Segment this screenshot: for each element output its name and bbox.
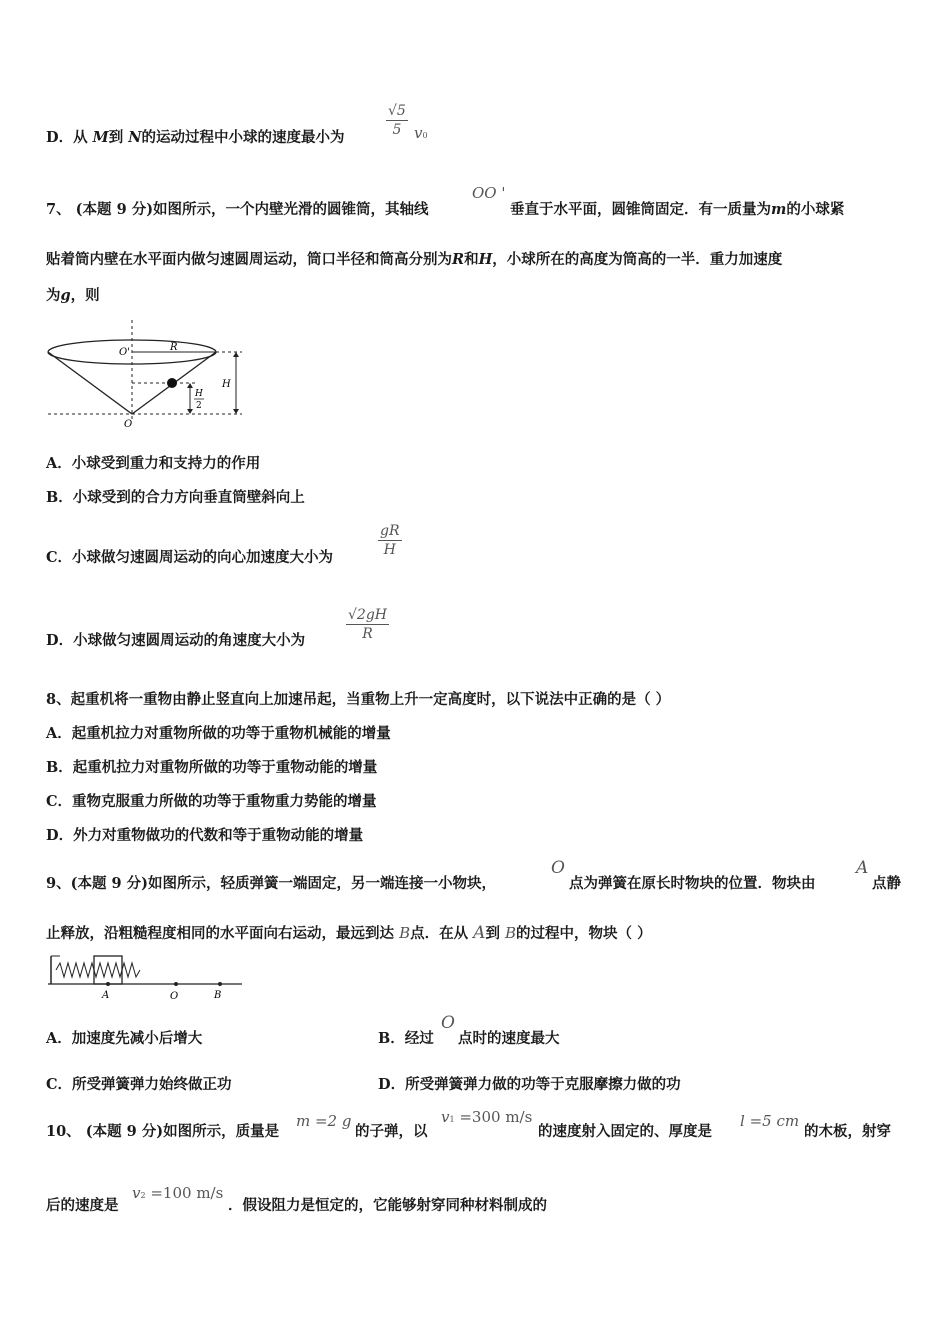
q10-line2a: 后的速度是	[46, 1197, 119, 1214]
label-h: H	[222, 379, 231, 390]
label-o: O	[124, 419, 133, 430]
q10-v1: v1 =300 m/s	[441, 1108, 533, 1126]
q9-option-a: A．加速度先减小后增大	[46, 1030, 203, 1047]
q10-mass: m =2 g	[296, 1112, 352, 1130]
arrow-head-down-2	[233, 409, 239, 414]
label-o9: O	[170, 991, 179, 1002]
q7-line1: 7、 (本题 9 分)如图所示，一个内壁光滑的圆锥筒，其轴线	[46, 201, 429, 218]
arrow-head-down	[187, 409, 193, 414]
q6-option-d: D．从 M到 N的运动过程中小球的速度最小为	[46, 129, 345, 146]
ball	[167, 378, 177, 388]
q8-option-d: D．外力对重物做功的代数和等于重物动能的增量	[46, 827, 364, 844]
q9-option-c: C．所受弹簧弹力始终做正功	[46, 1076, 232, 1093]
q10-line1b: 的子弹，以	[355, 1123, 428, 1140]
q10-line1c: 的速度射入固定的、厚度是	[538, 1123, 712, 1140]
q9-a: A	[856, 858, 869, 878]
q9-line1c: 点静	[872, 875, 901, 892]
q10-v2: v2 =100 m/s	[132, 1184, 224, 1202]
q7-line3: 为g，则	[46, 287, 100, 304]
point-a	[106, 982, 110, 986]
cone-figure	[46, 318, 252, 430]
q10-l: l =5 cm	[740, 1112, 800, 1130]
q6d-fraction: $\frac{√5}{5}$	[388, 103, 406, 138]
q10-line2b: ．假设阻力是恒定的，它能够射穿同种材料制成的	[228, 1197, 547, 1214]
q8-option-b: B．起重机拉力对重物所做的功等于重物动能的增量	[46, 759, 378, 776]
spring-figure	[46, 950, 246, 1004]
q7-line1b: 垂直于水平面，圆锥筒固定．有一质量为m的小球紧	[510, 201, 845, 218]
q7-option-d: D．小球做匀速圆周运动的角速度大小为	[46, 632, 306, 649]
point-o	[174, 982, 178, 986]
var-n: N	[128, 129, 142, 146]
q9-line1b: 点为弹簧在原长时物块的位置．物块由	[569, 875, 816, 892]
label-o-prime: O'	[119, 347, 130, 358]
q9-line2: 止释放，沿粗糙程度相同的水平面向右运动，最远到达 B点．在从 A到 B的过程中，物块（ ）	[46, 923, 652, 943]
q9b-o: O	[441, 1013, 455, 1033]
q9-o: O	[551, 858, 565, 878]
q7-option-c: C．小球做匀速圆周运动的向心加速度大小为	[46, 549, 334, 566]
q8-stem: 8、起重机将一重物由静止竖直向上加速吊起，当重物上升一定高度时，以下说法中正确的是（ ）	[46, 691, 671, 708]
q7c-fraction: $\frac{gR}{H}$	[380, 523, 400, 558]
arrow-head-up	[187, 383, 193, 388]
q10-line1d: 的木板，射穿	[804, 1123, 891, 1140]
var-m: M	[92, 129, 109, 146]
q9-option-b2: 点时的速度最大	[458, 1030, 560, 1047]
q8-option-a: A．起重机拉力对重物所做的功等于重物机械能的增量	[46, 725, 391, 742]
arrow-head-up-2	[233, 352, 239, 357]
q7-option-b: B．小球受到的合力方向垂直筒壁斜向上	[46, 489, 305, 506]
q8-option-c: C．重物克服重力所做的功等于重物重力势能的增量	[46, 793, 377, 810]
spring	[56, 963, 140, 977]
label-h-half-den: 2	[196, 401, 202, 411]
label-a: A	[102, 990, 110, 1001]
label-r: R	[170, 342, 178, 353]
point-b	[218, 982, 222, 986]
q7-option-a: A．小球受到重力和支持力的作用	[46, 455, 261, 472]
q9-line1a: 9、(本题 9 分)如图所示，轻质弹簧一端固定，另一端连接一小物块，	[46, 875, 496, 892]
cone-left-wall	[48, 352, 132, 414]
q7-line2: 贴着筒内壁在水平面内做匀速圆周运动，筒口半径和筒高分别为R和H，小球所在的高度为筒高的一半．重力加速度	[46, 251, 783, 268]
label-h-half-num: H	[195, 389, 203, 399]
q6d-v0: v0	[414, 124, 428, 142]
label-b: B	[214, 990, 222, 1001]
q10-line1a: 10、 (本题 9 分)如图所示，质量是	[46, 1123, 280, 1140]
q9-option-d: D．所受弹簧弹力做的功等于克服摩擦力做的功	[378, 1076, 681, 1093]
q9-option-b: B．经过	[378, 1030, 434, 1047]
q7d-fraction: $\frac{√2gH}{R}$	[348, 607, 387, 642]
q7-axis: OO '	[472, 184, 506, 202]
